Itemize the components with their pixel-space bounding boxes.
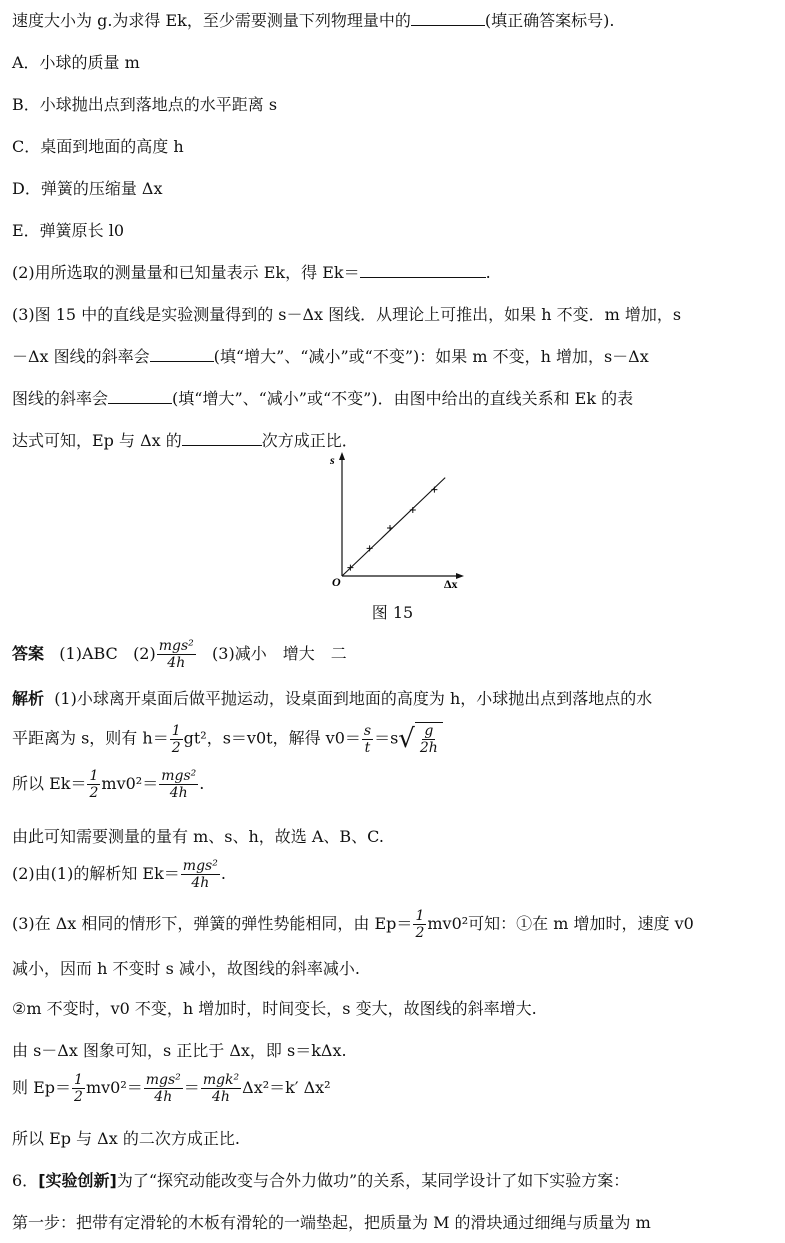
answer-label: 答案: [12, 644, 45, 663]
data-point: [431, 487, 437, 493]
answer-line: 答案 (1)ABC (2) $\frac{\text{mgs²}}{4h}$ (3)减小 增大 二: [12, 638, 347, 671]
analysis-line-10: 则 Ep＝ $\frac{1}{2}$ mv0²＝ $\frac{\text{mgs²}}{4h}$ ＝ $\frac{\text{mgk²}}{4h}$ Δx²＝k′ Δx²: [12, 1072, 331, 1105]
question-6-line-2: 第一步：把带有定滑轮的木板有滑轮的一端垫起，把质量为 M 的滑块通过细绳与质量为 m: [12, 1213, 651, 1232]
answer-blank: [360, 263, 486, 278]
option-a: A．小球的质量 m: [12, 53, 140, 72]
question-3-line-2: －Δx 图线的斜率会 (填“增大”、“减小”或“不变”)：如果 m 不变，h 增加，s－Δx: [12, 347, 649, 366]
question-tag: [实验创新]: [38, 1171, 117, 1190]
fraction: $\frac{1}{2}$: [74, 1072, 83, 1105]
y-axis-label: s: [330, 453, 335, 467]
option-b: B．小球抛出点到落地点的水平距离 s: [12, 95, 278, 114]
option-c: C．桌面到地面的高度 h: [12, 137, 184, 156]
answer-blank: [150, 347, 214, 362]
fraction: $\frac{\text{mgs²}}{4h}$: [161, 768, 197, 801]
data-point: [367, 545, 373, 551]
fit-line: [342, 478, 445, 576]
s-deltax-graph: [322, 450, 472, 590]
data-point: [387, 525, 393, 531]
figure-caption: 图 15: [371, 603, 414, 622]
analysis-line-1: 解析 (1)小球离开桌面后做平抛运动，设桌面到地面的高度为 h，小球抛出点到落地点的水: [12, 689, 653, 708]
question-6-line-1: 6．[实验创新]为了“探究动能改变与合外力做功”的关系，某同学设计了如下实验方案：: [12, 1171, 630, 1190]
analysis-line-5: (2)由(1)的解析知 Ek＝ $\frac{\text{mgs²}}{4h}$ .: [12, 858, 226, 891]
answer-blank: [411, 11, 485, 26]
x-axis-label: Δx: [444, 577, 458, 590]
fraction: $\frac{1}{2}$: [171, 722, 181, 756]
fraction: $\frac{g}{2h}$: [419, 723, 438, 756]
fraction: $\frac{1}{2}$: [89, 768, 99, 801]
analysis-line-4: 由此可知需要测量的量有 m、s、h，故选 A、B、C.: [12, 827, 384, 846]
data-point: [410, 507, 416, 513]
fraction: $\frac{s}{t}$: [363, 722, 372, 756]
question-2: (2)用所选取的测量量和已知量表示 Ek，得 Ek＝ .: [12, 263, 491, 282]
question-3-line-3: 图线的斜率会 (填“增大”、“减小”或“不变”)．由图中给出的直线关系和 Ek 的表: [12, 389, 634, 408]
analysis-line-7: 减小，因而 h 不变时 s 减小，故图线的斜率减小.: [12, 959, 360, 978]
square-root: √ $\frac{g}{2h}$: [398, 722, 443, 756]
y-axis-arrow: [339, 452, 345, 460]
question-3-line-4: 达式可知，Ep 与 Δx 的 次方成正比．: [12, 431, 358, 450]
answer-blank: [182, 431, 262, 446]
option-e: E．弹簧原长 l0: [12, 221, 125, 240]
fraction: $\frac{\text{mgs²}}{4h}$: [145, 1072, 181, 1105]
analysis-line-9: 由 s－Δx 图象可知，s 正比于 Δx，即 s＝kΔx.: [12, 1041, 347, 1060]
fraction: $\frac{\text{mgk²}}{4h}$: [202, 1072, 240, 1105]
analysis-line-2: 平距离为 s，则有 h＝ $\frac{1}{2}$ gt²，s＝v0t，解得 v0＝ $\frac{s}{t}$ ＝s √ $\frac{g}{2h}$: [12, 722, 775, 756]
fraction: $\frac{\text{mgs²}}{4h}$: [182, 858, 218, 891]
analysis-line-3: 所以 Ek＝ $\frac{1}{2}$ mv0²＝ $\frac{\text{mgs²}}{4h}$ .: [12, 768, 205, 801]
analysis-line-8: ②m 不变时，v0 不变，h 增加时，时间变长，s 变大，故图线的斜率增大.: [12, 999, 537, 1018]
question-3-line-1: (3)图 15 中的直线是实验测量得到的 s－Δx 图线．从理论上可推出，如果 h 不变．m 增加，s: [12, 305, 682, 324]
answer-blank: [108, 389, 172, 404]
analysis-label: 解析: [12, 689, 45, 708]
fraction: $\frac{\text{mgs²}}{4h}$: [158, 638, 194, 671]
origin-label: O: [332, 575, 341, 589]
fraction: $\frac{1}{2}$: [415, 908, 425, 941]
analysis-line-6: (3)在 Δx 相同的情形下，弹簧的弹性势能相同，由 Ep＝ $\frac{1}{2}$ mv0²可知：①在 m 增加时，速度 v0: [12, 908, 694, 941]
analysis-line-11: 所以 Ep 与 Δx 的二次方成正比.: [12, 1129, 240, 1148]
option-d: D．弹簧的压缩量 Δx: [12, 179, 163, 198]
question-line-1: 速度大小为 g.为求得 Ek，至少需要测量下列物理量中的 (填正确答案标号).: [12, 11, 615, 30]
